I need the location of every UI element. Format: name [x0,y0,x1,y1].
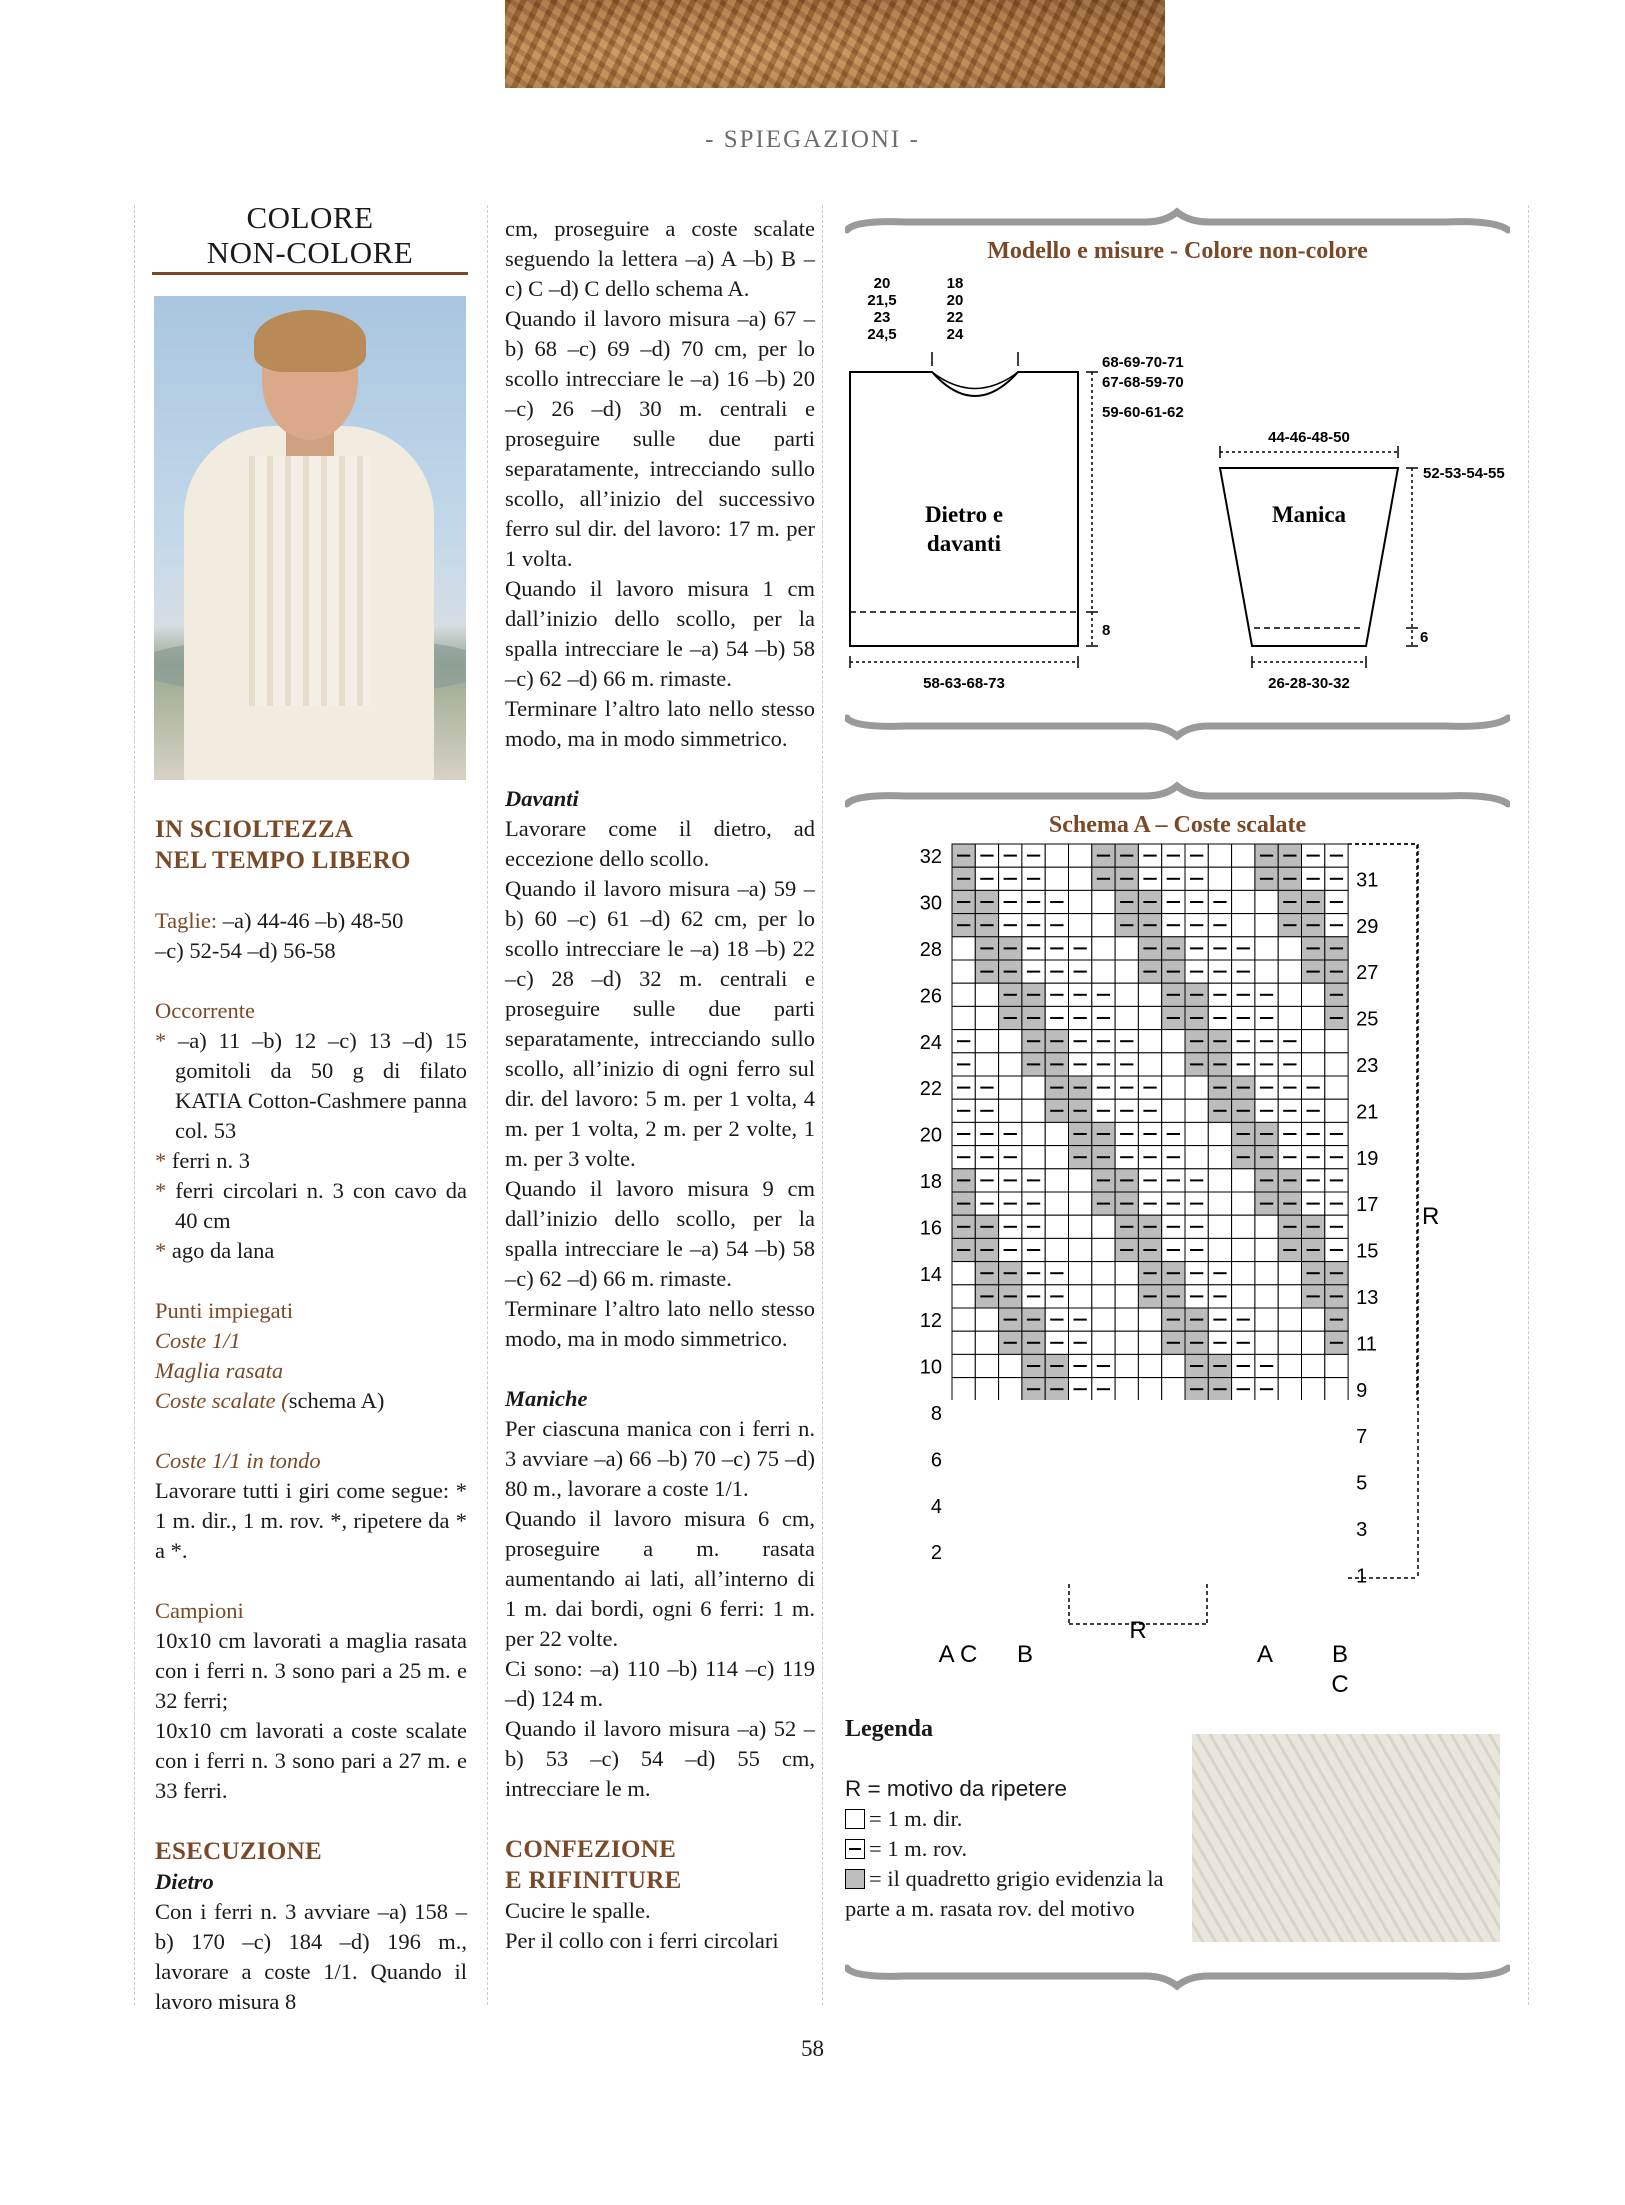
row-label-right: 29 [1356,915,1379,938]
row-label-left: 12 [919,1310,942,1333]
row-label-left: 14 [919,1263,942,1286]
column-1-text [155,814,467,2017]
row-label-right: 27 [1356,962,1379,985]
back-neck-text: Quando il lavoro misura –a) 67 –b) 68 –c) 69 –d) 70 cm, per lo scollo intrecciare le –a) 16 –b) 20 –c) 26 –d) 30 m. centrali e proseguire sulle due parti separatamente, intrecciando sullo scollo, all’inizio del successivo ferro sul dir. del lavoro: 17 m. per 1 volta. [505,306,815,571]
neck-left-4: 24,5 [867,326,897,343]
legend-purl: = 1 m. rov. [845,1834,1175,1864]
title-underline [152,272,468,275]
legend-purl-icon [845,1839,865,1859]
row-label-right: 31 [1356,869,1379,892]
legend-title: Legenda [845,1716,934,1742]
row-label-right: 3 [1356,1519,1368,1541]
row-label-left: 8 [930,1403,942,1425]
sleeves-text-4: Quando il lavoro misura –a) 52 –b) 53 –c) 54 –d) 55 cm, intrecciare le m. [505,1716,815,1801]
stitch-3-ref: schema A) [288,1388,385,1413]
front-text-4: Terminare l’altro lato nello stesso modo, ma in modo simmetrico. [505,1296,815,1351]
column-divider [822,205,823,2005]
row-label-right: 15 [1356,1240,1379,1263]
materials-item: * ago da lana [155,1238,275,1263]
sleeve-rib-height: 6 [1420,629,1429,646]
chart-panel-top-rule [845,780,1510,810]
height-total-2: 67-68-59-70 [1102,374,1184,391]
height-total-3: 59-60-61-62 [1102,404,1184,421]
finishing-heading-2: E RIFINITURE [505,1867,682,1894]
garment-schematic [840,270,1520,710]
materials-heading: Occorrente [155,998,255,1023]
body-label-1: Dietro e [924,502,1004,527]
row-label-left: 20 [919,1124,942,1147]
row-label-right: 7 [1356,1426,1368,1449]
sleeves-text-3: Ci sono: –a) 110 –b) 114 –c) 119 –d) 124 m. [505,1656,815,1711]
col-label-a-right: A [1256,1641,1274,1668]
neck-right-2: 20 [946,292,964,309]
page-header: - SPIEGAZIONI - [705,126,920,153]
row-label-left: 10 [919,1356,942,1379]
row-label-right: 21 [1356,1101,1379,1124]
stitch-2: Maglia rasata [155,1358,284,1383]
legend-grey: = il quadretto grigio evidenzia la parte a m. rasata rov. del motivo [845,1866,1164,1921]
body-width: 58-63-68-73 [923,675,1005,692]
front-text-3: Quando il lavoro misura 9 cm dall’inizio dello scollo, per la spalla intrecciare le –a) 54 –b) 58 –c) 62 –d) 66 m. rimaste. [505,1176,815,1291]
legend-repeat: R = motivo da ripetere [845,1776,1067,1801]
diagram-title: Modello e misure - Colore non-colore [987,238,1368,264]
legend-knit: = 1 m. dir. [845,1804,1175,1834]
stitch-3: Coste scalate ( [155,1388,289,1413]
neck-left-3: 23 [873,309,891,326]
row-label-left: 22 [919,1078,942,1101]
back-text: Con i ferri n. 3 avviare –a) 158 –b) 170 –c) 184 –d) 196 m., lavorare a coste 1/1. Quando il lavoro misura 8 [155,1899,467,2014]
legend-grey-icon [845,1869,865,1889]
row-label-left: 18 [919,1171,942,1193]
finishing-text-2: Per il collo con i ferri circolari [505,1928,779,1953]
row-label-left: 30 [919,892,942,915]
row-label-right: 13 [1356,1287,1379,1309]
materials-item: * ferri circolari n. 3 con cavo da 40 cm [155,1178,467,1233]
gauge-heading: Campioni [155,1598,244,1623]
gauge-text-1: 10x10 cm lavorati a maglia rasata con i ferri n. 3 sono pari a 25 m. e 32 ferri; [155,1628,467,1713]
repeat-label-rows: R [1422,1203,1440,1230]
article-title [152,200,468,270]
rib-in-round-text: Lavorare tutti i giri come segue: * 1 m. dir., 1 m. rov. *, ripetere da * a *. [155,1478,467,1563]
knit-swatch-photo [1192,1734,1500,1942]
neck-left-2: 21,5 [867,292,897,309]
model-photo [154,296,466,780]
row-label-right: 17 [1356,1194,1379,1217]
col-label-c-right: C [1331,1671,1349,1698]
chart-labels [900,840,1460,1700]
sleeves-text-1: Per ciascuna manica con i ferri n. 3 avviare –a) 66 –b) 70 –c) 75 –d) 80 m., lavorare a coste 1/1. [505,1416,815,1501]
row-label-right: 23 [1356,1055,1379,1077]
row-label-right: 19 [1356,1147,1379,1170]
column-divider [1528,205,1529,2005]
row-label-left: 4 [930,1495,942,1518]
stitch-1: Coste 1/1 [155,1328,241,1353]
row-label-left: 2 [930,1542,942,1565]
col-label-ac: A C [938,1641,978,1668]
sleeve-bottom-width: 26-28-30-32 [1268,675,1350,692]
sleeve-outline [1220,468,1398,646]
row-label-right: 9 [1356,1379,1368,1402]
neck-left-1: 20 [873,275,891,292]
col-label-b-left: B [1016,1641,1034,1668]
row-label-left: 28 [919,939,942,961]
back-shoulder-text: Quando il lavoro misura 1 cm dall’inizio dello scollo, per la spalla intrecciare le –a) 54 –b) 58 –c) 62 –d) 66 m. rimaste. [505,576,815,691]
front-text-1: Lavorare come il dietro, ad eccezione dello scollo. [505,816,815,871]
sleeve-height: 52-53-54-55 [1423,465,1505,482]
row-label-left: 26 [919,985,942,1008]
column-2-text [505,214,815,1956]
back-finish-text: Terminare l’altro lato nello stesso modo, ma in modo simmetrico. [505,696,815,751]
repeat-label-cols: R [1129,1617,1147,1644]
col-label-b-right: B [1331,1641,1349,1668]
column-divider [487,205,488,2005]
column-divider [134,205,135,2005]
legend [845,1774,1175,1924]
rib-in-round-heading: Coste 1/1 in tondo [155,1448,321,1473]
header-yarn-photo [505,0,1165,88]
row-label-right: 25 [1356,1008,1379,1031]
height-total-1: 68-69-70-71 [1102,354,1184,371]
legend-knit-icon [845,1809,865,1829]
materials-item: * –a) 11 –b) 12 –c) 13 –d) 15 gomitoli da 50 g di filato KATIA Cotton-Cashmere panna col. 53 [155,1028,468,1143]
finishing-heading-1: CONFEZIONE [505,1836,677,1863]
finishing-text-1: Cucire le spalle. [505,1898,651,1923]
subtitle-line-2: NEL TEMPO LIBERO [155,847,411,874]
row-label-right: 1 [1356,1565,1368,1588]
panel-bottom-rule [845,712,1510,742]
body-rib-height: 8 [1102,622,1111,639]
sizes-label: Taglie: [155,908,218,933]
sleeve-top-width: 44-46-48-50 [1268,429,1350,446]
neck-right-1: 18 [946,275,964,292]
body-label-2: davanti [926,531,1002,556]
row-label-right: 5 [1356,1472,1368,1495]
gauge-text-2: 10x10 cm lavorati a coste scalate con i ferri n. 3 sono pari a 27 m. e 33 ferri. [155,1718,467,1803]
chart-panel-bottom-rule [845,1962,1510,1992]
row-label-left: 24 [919,1031,942,1054]
back-text-cont: cm, proseguire a coste scalate seguendo la lettera –a) A –b) B –c) C –d) C dello schema A. [505,216,815,301]
neck-right-3: 22 [946,309,964,326]
neck-right-4: 24 [946,326,964,343]
stitches-heading: Punti impiegati [155,1298,294,1323]
title-line-1: COLORE [246,200,374,235]
sizes-value: –a) 44-46 –b) 48-50 [217,908,404,933]
front-heading: Davanti [505,786,579,811]
sizes-value-2: –c) 52-54 –d) 56-58 [155,938,336,963]
chart-title: Schema A – Coste scalate [1048,812,1307,838]
page-number: 58 [801,2036,824,2061]
row-label-left: 16 [919,1217,942,1240]
title-line-2: NON-COLORE [206,235,414,270]
panel-top-rule [845,206,1510,236]
row-label-right: 11 [1356,1333,1377,1356]
front-neckline [932,372,1018,389]
back-heading: Dietro [155,1869,214,1894]
sleeves-heading: Maniche [505,1386,588,1411]
row-label-left: 6 [930,1449,942,1472]
sleeve-label: Manica [1271,502,1347,527]
sleeves-text-2: Quando il lavoro misura 6 cm, proseguire a m. rasata aumentando ai lati, all’interno di 1 m. dai bordi, ogni 6 ferri: 1 m. per 22 volte. [505,1506,815,1651]
front-text-2: Quando il lavoro misura –a) 59 –b) 60 –c) 61 –d) 62 cm, per lo scollo intrecciare le –a) 18 –b) 22 –c) 28 –d) 32 m. centrali e proseguire sulle due parti separatamente, intrecciando sullo scollo, all’inizio di ogni ferro sul dir. del lavoro: 5 m. per 1 volta, 4 m. per 1 volta, 2 m. per 2 volte, 1 m. per 3 volte. [505,876,815,1171]
row-label-left: 32 [919,846,942,869]
subtitle-line-1: IN SCIOLTEZZA [155,816,354,843]
instructions-heading: ESECUZIONE [155,1838,322,1865]
materials-item: * ferri n. 3 [155,1148,250,1173]
